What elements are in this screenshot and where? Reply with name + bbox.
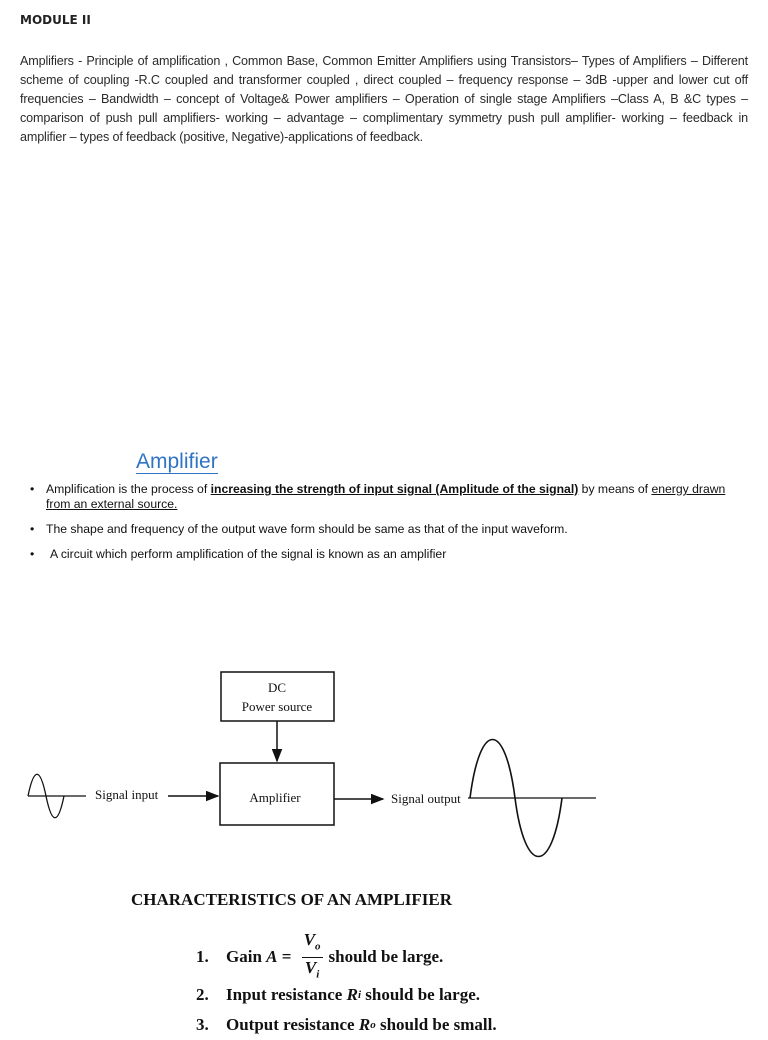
list-item bbox=[196, 980, 497, 1010]
numerator: V bbox=[303, 930, 316, 950]
bullet-icon: • bbox=[30, 547, 35, 561]
denominator-sub: i bbox=[316, 967, 320, 980]
signal-input-label: Signal input bbox=[95, 787, 159, 802]
gain-fraction bbox=[302, 930, 323, 984]
definition-list bbox=[30, 482, 752, 570]
bullet-icon: • bbox=[30, 482, 35, 496]
numerator-sub: o bbox=[315, 940, 321, 953]
bullet2-text: The shape and frequency of the output wave form should be same as that of the input waveform. bbox=[46, 522, 568, 536]
equals-sign: = bbox=[277, 947, 296, 966]
item-number: 1. bbox=[196, 947, 209, 966]
list-item bbox=[30, 522, 752, 537]
bullet-icon: • bbox=[30, 522, 35, 536]
item1-post: should be large. bbox=[328, 947, 444, 966]
list-item bbox=[196, 1010, 497, 1040]
input-resistance-symbol: R bbox=[346, 985, 358, 1004]
item3-pre: Output resistance bbox=[226, 1015, 359, 1034]
list-item bbox=[30, 482, 752, 512]
signal-output-label: Signal output bbox=[391, 791, 461, 806]
bullet1-underlined: energy drawn from an external source. bbox=[46, 482, 726, 511]
item-number: 3. bbox=[196, 1015, 209, 1034]
section-title-text: Amplifier bbox=[136, 450, 218, 473]
output-resistance-sub: o bbox=[370, 1019, 376, 1031]
amplifier-block-diagram bbox=[0, 655, 768, 865]
bullet3-text: A circuit which perform amplification of the signal is known as an amplifier bbox=[50, 547, 447, 561]
denominator: V bbox=[304, 957, 317, 977]
syllabus-paragraph: Amplifiers - Principle of amplification , Common Base, Common Emitter Amplifiers using Transistors– Types of Amplifiers – Different scheme of coupling -R.C coupled and transformer coupled , direct coupled – frequency response – 3dB -upper and lower cut off frequencies – Bandwidth – concept of Voltage& Power amplifiers – Operation of single stage Amplifiers –Class A, B &C types –comparison of push pull amplifiers- working – advantage – complimentary symmetry push pull amplifier- working – feedback in amplifier – types of feedback (positive, Negative)-applications of feedback. bbox=[20, 54, 748, 144]
item-number: 2. bbox=[196, 985, 209, 1004]
power-source-label-text: Power source bbox=[241, 699, 313, 714]
item2-pre: Input resistance bbox=[226, 985, 347, 1004]
item3-post: should be small. bbox=[375, 1015, 497, 1034]
list-item bbox=[196, 930, 497, 980]
section-title bbox=[136, 450, 218, 474]
input-resistance-sub: i bbox=[357, 989, 361, 1001]
amplifier-label: Amplifier bbox=[249, 790, 301, 805]
item1-pre: Gain bbox=[226, 947, 267, 966]
bullet1-highlight: increasing the strength of input signal (Amplitude of the signal) bbox=[210, 482, 579, 496]
dc-label: DC bbox=[267, 680, 287, 695]
characteristics-title: CHARACTERISTICS OF AN AMPLIFIER bbox=[131, 890, 452, 909]
characteristics-list bbox=[196, 930, 497, 1040]
bullet1-prefix: Amplification is the process of bbox=[46, 482, 211, 496]
module-heading: MODULE II bbox=[20, 13, 91, 27]
item2-post: should be large. bbox=[361, 985, 481, 1004]
bullet1-middle: by means of bbox=[578, 482, 652, 496]
output-resistance-symbol: R bbox=[358, 1015, 371, 1034]
gain-symbol: A bbox=[266, 947, 278, 966]
list-item bbox=[30, 547, 752, 562]
